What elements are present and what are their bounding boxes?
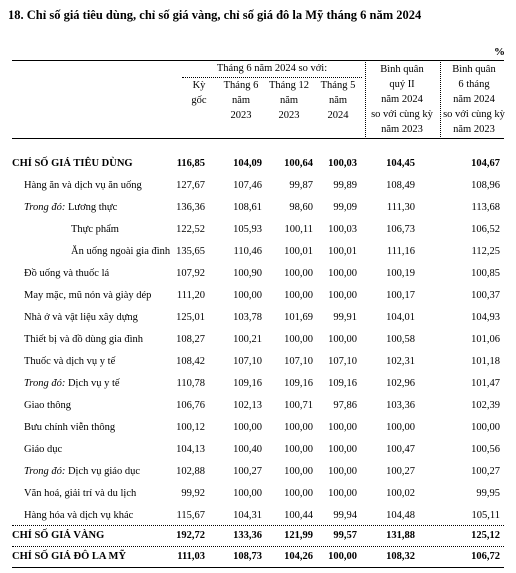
table-row: Trong đó: Dịch vụ giáo dục 102,88 100,27 100,00 100,00 100,27 100,27 bbox=[24, 466, 500, 477]
unit-label: % bbox=[494, 46, 505, 58]
header-span-label: Tháng 6 năm 2024 so với: bbox=[182, 62, 362, 78]
table-row: Trong đó: Lương thực 136,36 108,61 98,60 99,09 111,30 113,68 bbox=[24, 202, 500, 213]
header-top-rule bbox=[12, 60, 504, 61]
header-col-q2-avg: Bình quân quý II năm 2024 so với cùng kỳ năm 2023 bbox=[371, 64, 433, 135]
table-row: Hàng hóa và dịch vụ khác 115,67 104,31 100,44 99,94 104,48 105,11 bbox=[24, 510, 500, 521]
table-row: May mặc, mũ nón và giày dép 111,20 100,00 100,00 100,00 100,17 100,37 bbox=[24, 290, 500, 301]
table-bottom-rule bbox=[12, 567, 504, 568]
table-row: Giao thông 106,76 102,13 100,71 97,86 103,36 102,39 bbox=[24, 400, 500, 411]
table-row: Thực phẩm 122,52 105,93 100,11 100,03 106,73 106,52 bbox=[71, 224, 500, 235]
table-row: Hàng ăn và dịch vụ ăn uống 127,67 107,46 99,87 99,89 108,49 108,96 bbox=[24, 180, 500, 191]
table-row: Đồ uống và thuốc lá 107,92 100,90 100,00 100,00 100,19 100,85 bbox=[24, 268, 500, 279]
header-col-may-2024: Tháng 5 năm 2024 bbox=[320, 80, 356, 121]
table-row: Ăn uống ngoài gia đình 135,65 110,46 100,01 100,01 111,16 112,25 bbox=[71, 246, 500, 257]
table-row: Bưu chính viễn thông 100,12 100,00 100,00 100,00 100,00 100,00 bbox=[24, 422, 500, 433]
table-row: Văn hoá, giải trí và du lịch 99,92 100,00 100,00 100,00 100,02 99,95 bbox=[24, 488, 500, 499]
table-row: Thiết bị và đồ dùng gia đình 108,27 100,21 100,00 100,00 100,58 101,06 bbox=[24, 334, 500, 345]
header-col-dec-2023: Tháng 12 năm 2023 bbox=[269, 80, 309, 121]
table-row: CHỈ SỐ GIÁ VÀNG 192,72 133,36 121,99 99,57 131,88 125,12 bbox=[12, 530, 500, 541]
table-row: Trong đó: Dịch vụ y tế 110,78 109,16 109,16 109,16 102,96 101,47 bbox=[24, 378, 500, 389]
row-divider bbox=[12, 546, 504, 547]
table-row: Nhà ở và vật liệu xây dựng 125,01 103,78 101,69 99,91 104,01 104,93 bbox=[24, 312, 500, 323]
table-row: CHỈ SỐ GIÁ ĐÔ LA MỸ 111,03 108,73 104,26 100,00 108,32 106,72 bbox=[12, 551, 500, 562]
row-divider bbox=[12, 525, 504, 526]
table-row: CHỈ SỐ GIÁ TIÊU DÙNG 116,85 104,09 100,64 100,03 104,45 104,67 bbox=[12, 158, 500, 169]
table-row: Giáo dục 104,13 100,40 100,00 100,00 100,47 100,56 bbox=[24, 444, 500, 455]
header-col-base: Kỳ gốc bbox=[191, 80, 207, 106]
table-row: Thuốc và dịch vụ y tế 108,42 107,10 107,10 107,10 102,31 101,18 bbox=[24, 356, 500, 367]
table-title: 18. Chỉ số giá tiêu dùng, chỉ số giá vàng, chỉ số giá đô la Mỹ tháng 6 năm 2024 bbox=[8, 8, 422, 22]
header-bottom-rule bbox=[12, 138, 504, 139]
header-col-jun-2023: Tháng 6 năm 2023 bbox=[223, 80, 259, 121]
header-col-6m-avg: Bình quân 6 tháng năm 2024 so với cùng kỳ năm 2023 bbox=[443, 64, 505, 135]
